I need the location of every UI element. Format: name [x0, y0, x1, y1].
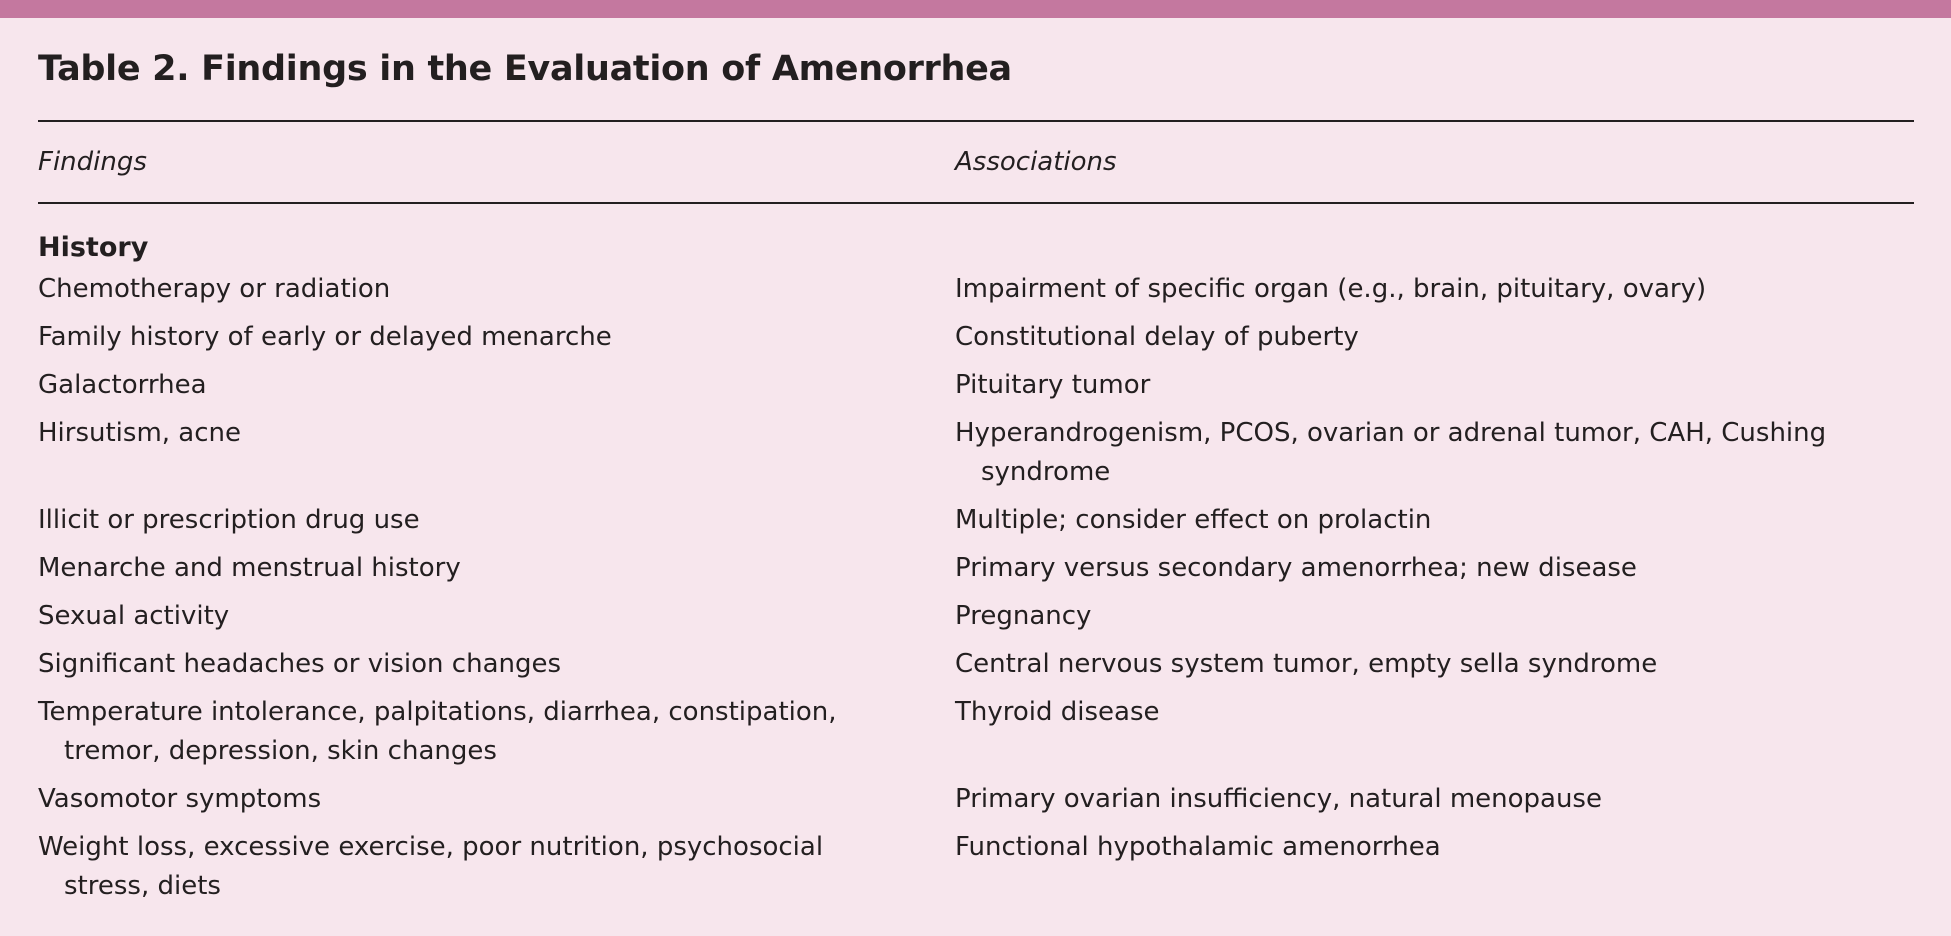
section-heading-history: History	[38, 232, 149, 263]
finding-cell: Family history of early or delayed menarche	[38, 322, 612, 352]
table-row	[38, 318, 1914, 357]
association-cell: Pituitary tumor	[955, 370, 1151, 400]
table-row	[38, 645, 1914, 684]
finding-cell: Sexual activity	[38, 601, 230, 631]
finding-cell: Significant headaches or vision changes	[38, 649, 562, 679]
finding-cell: Vasomotor symptoms	[38, 784, 322, 814]
association-cell: Constitutional delay of puberty	[955, 322, 1359, 352]
association-cell: Thyroid disease	[955, 697, 1160, 727]
finding-cell: Chemotherapy or radiation	[38, 274, 391, 304]
table-row	[38, 501, 1914, 540]
association-cell: Primary versus secondary amenorrhea; new disease	[955, 553, 1637, 583]
finding-cell: Menarche and menstrual history	[38, 553, 461, 583]
association-cell: Multiple; consider effect on prolactin	[955, 505, 1432, 535]
association-cell: Functional hypothalamic amenorrhea	[955, 832, 1441, 862]
table-row	[38, 693, 1914, 771]
association-cell: Hyperandrogenism, PCOS, ovarian or adrenal tumor, CAH, Cushing syndrome	[955, 418, 1827, 487]
table-header-row	[38, 122, 1914, 202]
table-row	[38, 828, 1914, 906]
table-row	[38, 597, 1914, 636]
table-container	[38, 18, 1914, 915]
finding-cell: Weight loss, excessive exercise, poor nutrition, psychosocial stress, diets	[38, 832, 824, 901]
finding-cell: Temperature intolerance, palpitations, diarrhea, constipation, tremor, depression, skin changes	[38, 697, 837, 766]
table-row	[38, 549, 1914, 588]
header-associations: Associations	[955, 147, 1117, 177]
table-row	[38, 414, 1914, 492]
header-findings: Findings	[38, 147, 147, 177]
table-row	[38, 366, 1914, 405]
table-row	[38, 780, 1914, 819]
association-cell: Impairment of specific organ (e.g., brain, pituitary, ovary)	[955, 274, 1707, 304]
finding-cell: Galactorrhea	[38, 370, 207, 400]
table-row	[38, 270, 1914, 309]
table-title: Table 2. Findings in the Evaluation of Amenorrhea	[38, 49, 1012, 89]
accent-top-bar	[0, 0, 1951, 18]
finding-cell: Illicit or prescription drug use	[38, 505, 420, 535]
finding-cell: Hirsutism, acne	[38, 418, 242, 448]
association-cell: Central nervous system tumor, empty sella syndrome	[955, 649, 1658, 679]
table-body	[38, 204, 1914, 906]
association-cell: Primary ovarian insufficiency, natural menopause	[955, 784, 1602, 814]
association-cell: Pregnancy	[955, 601, 1092, 631]
